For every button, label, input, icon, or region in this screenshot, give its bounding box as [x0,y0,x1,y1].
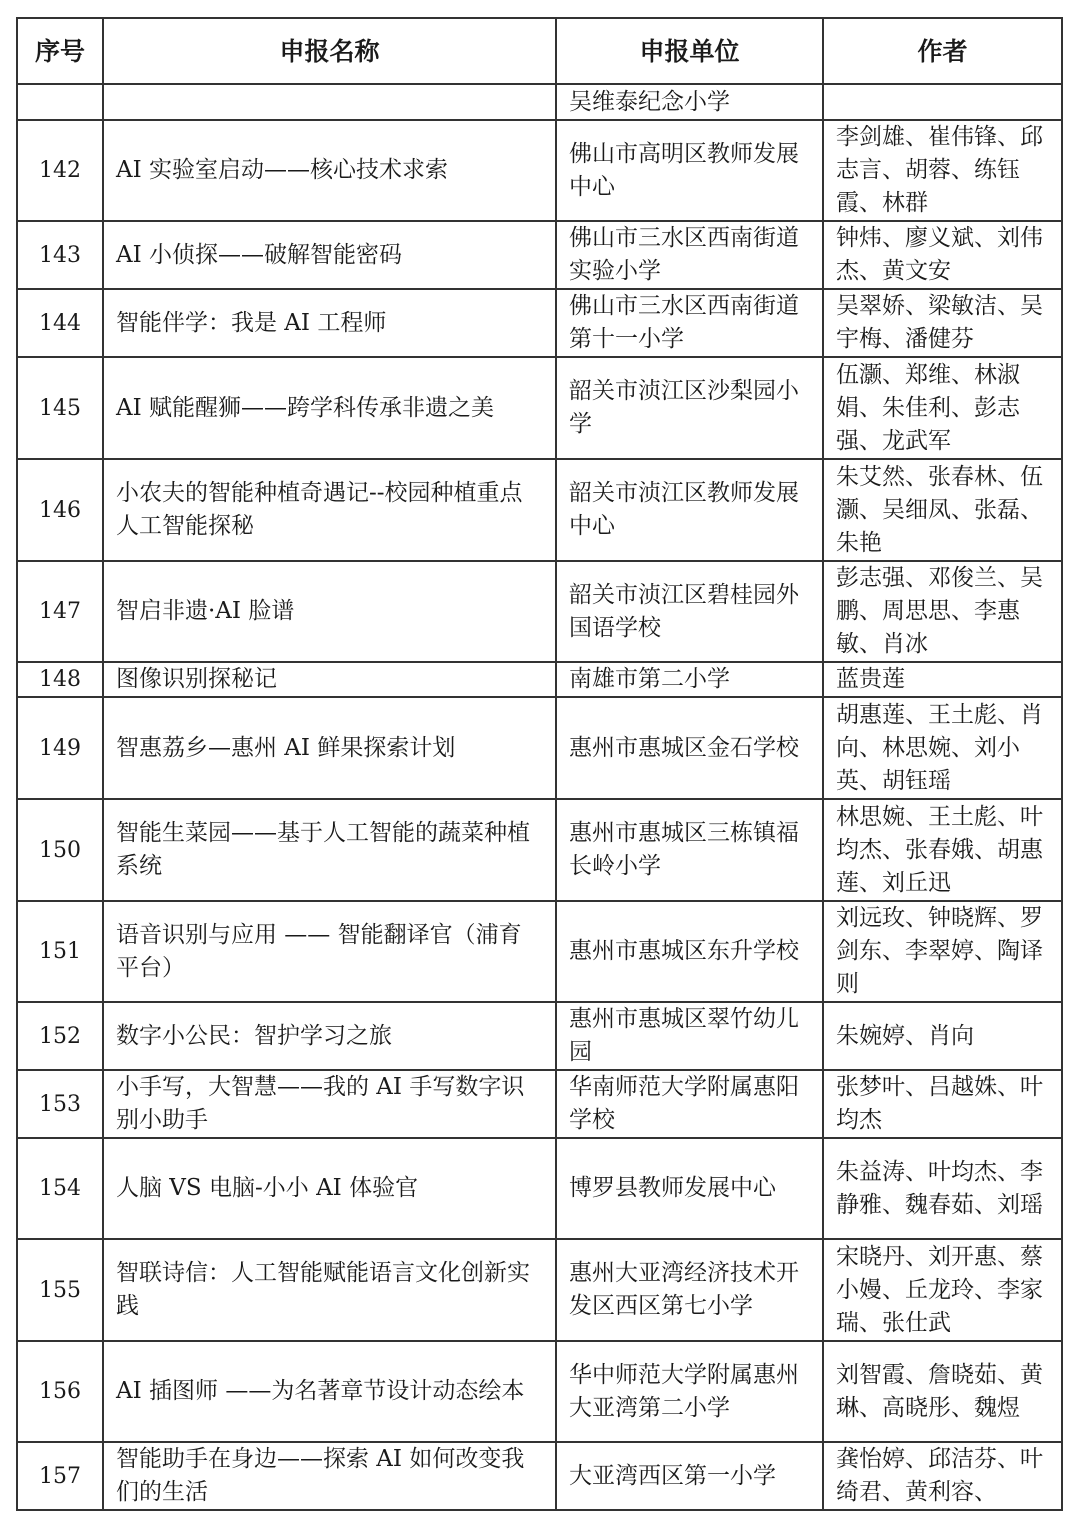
cell-name: AI 小侦探——破解智能密码 [103,221,556,289]
cell-authors: 刘远玫、钟晓辉、罗剑东、李翠婷、陶译则 [823,901,1062,1002]
cell-unit: 博罗县教师发展中心 [556,1138,823,1239]
cell-authors: 朱益涛、叶均杰、李静雅、魏春茹、刘瑶 [823,1138,1062,1239]
table-row [17,697,1062,799]
cell-seq: 149 [17,697,103,799]
cell-authors: 胡惠莲、王土彪、肖向、林思婉、刘小英、胡钰瑶 [823,697,1062,799]
cell-seq: 151 [17,901,103,1002]
header-name: 申报名称 [103,18,556,84]
cell-unit: 佛山市高明区教师发展中心 [556,120,823,221]
cell-name: 小农夫的智能种植奇遇记--校园种植重点人工智能探秘 [103,459,556,561]
cell-unit: 韶关市浈江区碧桂园外国语学校 [556,561,823,662]
cell-name: AI 赋能醒狮——跨学科传承非遗之美 [103,357,556,459]
header-authors: 作者 [823,18,1062,84]
cell-unit: 吴维泰纪念小学 [556,84,823,120]
cell-seq: 145 [17,357,103,459]
cell-unit: 韶关市浈江区沙梨园小学 [556,357,823,459]
table-row [17,357,1062,459]
cell-unit: 佛山市三水区西南街道第十一小学 [556,289,823,357]
project-list-table [16,17,1063,1511]
cell-name: 语音识别与应用 —— 智能翻译官（浦育平台） [103,901,556,1002]
cell-authors: 彭志强、邓俊兰、吴鹏、周思思、李惠敏、肖冰 [823,561,1062,662]
cell-unit: 惠州市惠城区金石学校 [556,697,823,799]
table-row [17,459,1062,561]
cell-authors: 蓝贵莲 [823,662,1062,697]
cell-name [103,84,556,120]
cell-seq: 144 [17,289,103,357]
table-header [17,18,1062,84]
cell-authors: 李剑雄、崔伟锋、邱志言、胡蓉、练钰霞、林群 [823,120,1062,221]
cell-authors: 林思婉、王土彪、叶均杰、张春娥、胡惠莲、刘丘迅 [823,799,1062,901]
header-unit: 申报单位 [556,18,823,84]
table-row [17,561,1062,662]
cell-authors: 刘智霞、詹晓茹、黄琳、高晓彤、魏煜 [823,1341,1062,1442]
table-row [17,901,1062,1002]
header-seq: 序号 [17,18,103,84]
cell-seq: 147 [17,561,103,662]
cell-unit: 华南师范大学附属惠阳学校 [556,1070,823,1138]
cell-name: 智启非遗·AI 脸谱 [103,561,556,662]
cell-unit: 惠州市惠城区翠竹幼儿园 [556,1002,823,1070]
cell-unit: 韶关市浈江区教师发展中心 [556,459,823,561]
cell-unit: 华中师范大学附属惠州大亚湾第二小学 [556,1341,823,1442]
table-row [17,120,1062,221]
table-row [17,1070,1062,1138]
cell-seq: 148 [17,662,103,697]
cell-name: 人脑 VS 电脑-小小 AI 体验官 [103,1138,556,1239]
cell-name: 智能生菜园——基于人工智能的蔬菜种植系统 [103,799,556,901]
cell-authors [823,84,1062,120]
table-row [17,1442,1062,1510]
cell-name: 智能助手在身边——探索 AI 如何改变我们的生活 [103,1442,556,1510]
cell-seq: 154 [17,1138,103,1239]
cell-unit: 惠州市惠城区东升学校 [556,901,823,1002]
cell-authors: 钟炜、廖义斌、刘伟杰、黄文安 [823,221,1062,289]
cell-name: 数字小公民：智护学习之旅 [103,1002,556,1070]
cell-name: 智能伴学：我是 AI 工程师 [103,289,556,357]
table-row [17,1138,1062,1239]
cell-seq: 142 [17,120,103,221]
cell-unit: 南雄市第二小学 [556,662,823,697]
cell-name: 智惠荔乡—惠州 AI 鲜果探索计划 [103,697,556,799]
table-row [17,221,1062,289]
cell-authors: 张梦叶、吕越姝、叶均杰 [823,1070,1062,1138]
cell-authors: 朱婉婷、肖向 [823,1002,1062,1070]
cell-name: 小手写，大智慧——我的 AI 手写数字识别小助手 [103,1070,556,1138]
header-row [17,18,1062,84]
cell-name: 智联诗信：人工智能赋能语言文化创新实践 [103,1239,556,1341]
table-row [17,1239,1062,1341]
cell-seq: 156 [17,1341,103,1442]
cell-authors: 龚怡婷、邱洁芬、叶绮君、黄利容、 [823,1442,1062,1510]
cell-seq: 157 [17,1442,103,1510]
cell-seq: 150 [17,799,103,901]
cell-seq [17,84,103,120]
cell-unit: 大亚湾西区第一小学 [556,1442,823,1510]
cell-seq: 155 [17,1239,103,1341]
cell-name: AI 插图师 ——为名著章节设计动态绘本 [103,1341,556,1442]
cell-seq: 152 [17,1002,103,1070]
cell-authors: 吴翠娇、梁敏洁、吴宇梅、潘健芬 [823,289,1062,357]
cell-unit: 惠州大亚湾经济技术开发区西区第七小学 [556,1239,823,1341]
cell-seq: 153 [17,1070,103,1138]
cell-authors: 伍灏、郑维、林淑娟、朱佳利、彭志强、龙武军 [823,357,1062,459]
table-row [17,289,1062,357]
table-row [17,84,1062,120]
table-body [17,84,1062,1510]
table-row [17,1002,1062,1070]
cell-name: 图像识别探秘记 [103,662,556,697]
cell-unit: 惠州市惠城区三栋镇福长岭小学 [556,799,823,901]
table-row [17,799,1062,901]
cell-name: AI 实验室启动——核心技术求索 [103,120,556,221]
cell-unit: 佛山市三水区西南街道实验小学 [556,221,823,289]
table-row [17,662,1062,697]
table-row [17,1341,1062,1442]
cell-seq: 146 [17,459,103,561]
cell-authors: 宋晓丹、刘开惠、蔡小嫚、丘龙玲、李家瑞、张仕武 [823,1239,1062,1341]
cell-seq: 143 [17,221,103,289]
cell-authors: 朱艾然、张春林、伍灏、吴细凤、张磊、朱艳 [823,459,1062,561]
